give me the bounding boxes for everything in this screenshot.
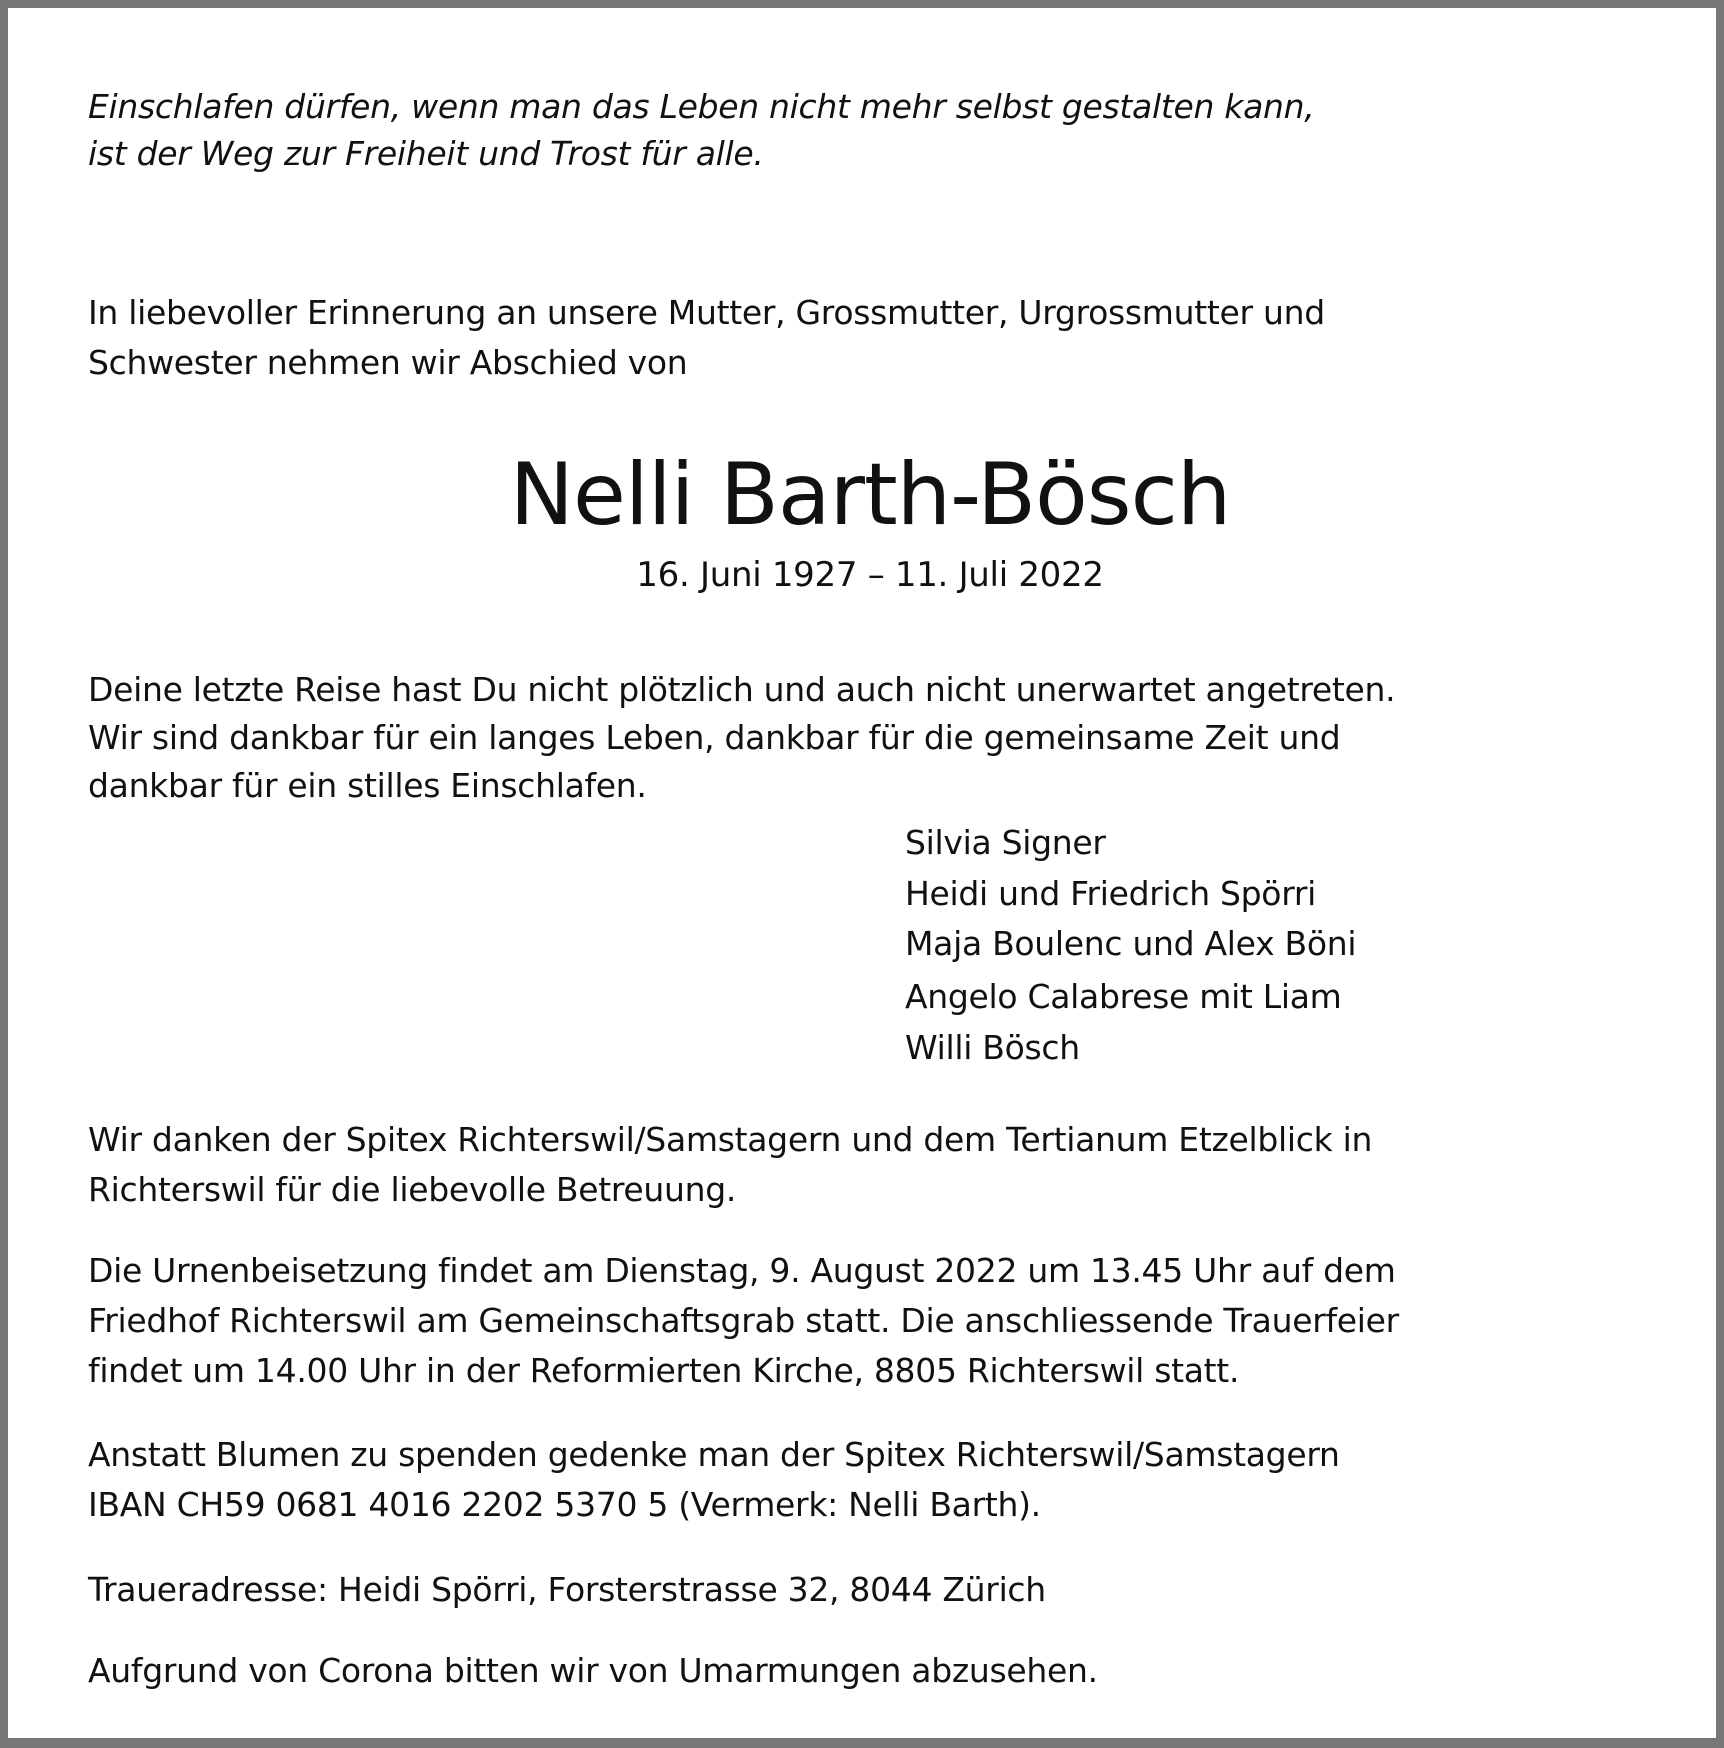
signer-name: Angelo Calabrese mit Liam xyxy=(905,977,1342,1016)
thanks-line: Wir danken der Spitex Richterswil/Samstagern und dem Tertianum Etzelblick in xyxy=(88,1120,1373,1159)
signer-name: Heidi und Friedrich Spörri xyxy=(905,874,1317,913)
farewell-line: Deine letzte Reise hast Du nicht plötzlich und auch nicht unerwartet angetreten. xyxy=(88,670,1396,709)
signer-name: Maja Boulenc und Alex Böni xyxy=(905,924,1357,963)
donation-line: IBAN CH59 0681 4016 2202 5370 5 (Vermerk: Nelli Barth). xyxy=(88,1485,1041,1524)
ceremony-line: findet um 14.00 Uhr in der Reformierten Kirche, 8805 Richterswil statt. xyxy=(88,1351,1240,1390)
corona-notice: Aufgrund von Corona bitten wir von Umarmungen abzusehen. xyxy=(88,1651,1098,1690)
mourning-address: Traueradresse: Heidi Spörri, Forsterstrasse 32, 8044 Zürich xyxy=(88,1570,1046,1609)
donation-line: Anstatt Blumen zu spenden gedenke man der Spitex Richterswil/Samstagern xyxy=(88,1435,1340,1474)
deceased-name: Nelli Barth-Bösch xyxy=(509,445,1231,545)
ceremony-line: Die Urnenbeisetzung findet am Dienstag, 9. August 2022 um 13.45 Uhr auf dem xyxy=(88,1251,1396,1290)
intro-line: In liebevoller Erinnerung an unsere Mutter, Grossmutter, Urgrossmutter und xyxy=(88,293,1325,332)
life-dates: 16. Juni 1927 – 11. Juli 2022 xyxy=(636,555,1104,595)
farewell-line: Wir sind dankbar für ein langes Leben, dankbar für die gemeinsame Zeit und xyxy=(88,718,1341,757)
intro-line: Schwester nehmen wir Abschied von xyxy=(88,343,688,382)
signer-name: Silvia Signer xyxy=(905,823,1106,862)
ceremony-line: Friedhof Richterswil am Gemeinschaftsgrab statt. Die anschliessende Trauerfeier xyxy=(88,1301,1399,1340)
thanks-line: Richterswil für die liebevolle Betreuung. xyxy=(88,1170,737,1209)
quote-line: Einschlafen dürfen, wenn man das Leben nicht mehr selbst gestalten kann, xyxy=(88,87,1315,126)
farewell-line: dankbar für ein stilles Einschlafen. xyxy=(88,766,647,805)
quote-line: ist der Weg zur Freiheit und Trost für alle. xyxy=(88,134,764,173)
signer-name: Willi Bösch xyxy=(905,1028,1080,1067)
